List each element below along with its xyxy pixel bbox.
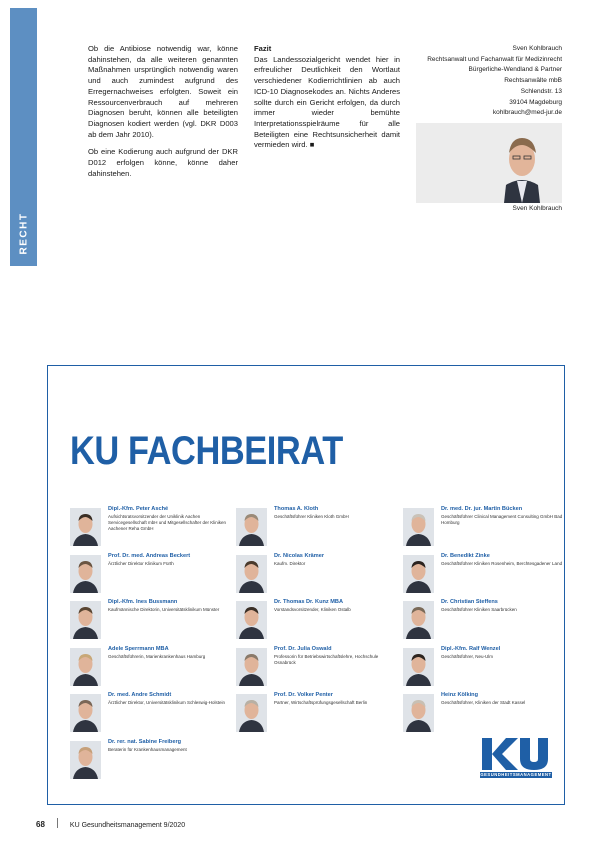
board-member bbox=[236, 646, 396, 690]
member-description: Geschäftsführer Kliniken Kloth GmbH bbox=[274, 514, 349, 519]
member-description: Geschäftsführer, Kliniken der Stadt Kassel bbox=[441, 700, 526, 705]
member-description: Partner, Wirtschaftsprüfungsgesellschaft Berlin bbox=[274, 700, 368, 705]
member-name: Dr. med. Dr. jur. Martin Bücken bbox=[441, 506, 523, 512]
member-name: Dr. Christian Steffens bbox=[441, 599, 498, 605]
member-description: Vorstandsvorsitzender, Kliniken Ostalb bbox=[274, 607, 351, 612]
member-description: Geschäftsführer, Neu-Ulm bbox=[441, 654, 494, 659]
author-photo-caption: Sven Kohlbrauch bbox=[512, 205, 562, 212]
author-firm: Bürgerliche-Wendland & Partner bbox=[468, 66, 562, 74]
board-member bbox=[403, 553, 563, 597]
paragraph: Ob eine Kodierung auch aufgrund der DKR D012 erfolgen könne, könne daher dahinstehen. bbox=[88, 147, 238, 178]
member-photo bbox=[236, 508, 267, 546]
member-description: Ärztlicher Direktor Klinikum Fürth bbox=[108, 561, 174, 566]
member-name: Heinz Kölking bbox=[441, 692, 478, 698]
author-name: Sven Kohlbrauch bbox=[512, 45, 562, 52]
author-photo bbox=[416, 123, 562, 203]
member-photo bbox=[403, 694, 434, 732]
member-name: Dipl.-Kfm. Ralf Wenzel bbox=[441, 646, 501, 652]
board-member bbox=[403, 646, 563, 690]
fachbeirat-ad bbox=[47, 365, 565, 805]
member-description: Geschäftsführer Clinical Management Consulting GmbH Bad Homburg bbox=[441, 514, 563, 526]
fazit-heading: Fazit bbox=[254, 44, 272, 53]
board-member bbox=[70, 646, 230, 690]
board-member bbox=[236, 692, 396, 736]
member-name: Thomas A. Kloth bbox=[274, 506, 319, 512]
member-photo bbox=[70, 694, 101, 732]
member-name: Adele Sperrmann MBA bbox=[108, 646, 169, 652]
board-member bbox=[236, 599, 396, 643]
section-tab bbox=[10, 8, 37, 266]
member-photo bbox=[236, 694, 267, 732]
member-name: Dr. rer. nat. Sabine Freiberg bbox=[108, 739, 182, 745]
author-title: Rechtsanwalt und Fachanwalt für Medizinrecht bbox=[427, 55, 562, 63]
page-number: 68 bbox=[36, 820, 45, 829]
magazine-issue: KU Gesundheitsmanagement 9/2020 bbox=[69, 822, 186, 829]
section-tab-label: RECHT bbox=[18, 212, 30, 255]
member-description: Aufsichtsratsvorsitzender der Uniklinik Aachen Servicegesellschaft mbH und Mitgesellschafter der Kliniken Aachener Reha GmbH bbox=[108, 514, 227, 532]
member-name: Dr. Nicolas Krämer bbox=[274, 553, 325, 559]
member-description: Geschäftsführer Kliniken Saarbrücken bbox=[441, 607, 517, 612]
member-name: Dipl.-Kfm. Peter Asché bbox=[108, 506, 169, 512]
member-photo bbox=[70, 601, 101, 639]
member-photo bbox=[403, 601, 434, 639]
board-member bbox=[236, 506, 396, 550]
member-description: Kaufm. Direktor bbox=[274, 561, 306, 566]
member-description: Ärztlicher Direktor, Universitätsklinikum Schleswig-Holstein bbox=[108, 700, 226, 705]
author-email[interactable]: kohlbrauch@med-jur.de bbox=[492, 109, 562, 117]
member-name: Prof. Dr. Volker Penter bbox=[274, 692, 333, 698]
article-column-2 bbox=[254, 44, 400, 158]
board-member bbox=[403, 692, 563, 736]
member-name: Dr. med. Andre Schmidt bbox=[108, 692, 172, 698]
author-contact bbox=[405, 44, 562, 119]
author-street: Schlendstr. 13 bbox=[520, 87, 562, 95]
ku-logo-bar: GESUNDHEITSMANAGEMENT bbox=[480, 772, 552, 777]
member-description: Geschäftsführer Kliniken Rosenheim, Berchtesgadener Land bbox=[441, 561, 563, 566]
footer-divider bbox=[57, 818, 58, 828]
member-description: Professorin für Betriebswirtschaftslehre, Hochschule Osnabrück bbox=[274, 654, 379, 666]
member-photo bbox=[403, 555, 434, 593]
page-footer bbox=[36, 818, 185, 829]
member-name: Dr. Benedikt Zinke bbox=[441, 553, 490, 559]
member-photo bbox=[70, 508, 101, 546]
board-member bbox=[70, 692, 230, 736]
board-member bbox=[236, 553, 396, 597]
member-description: Kaufmännische Direktorin, Universitätsklinikum Münster bbox=[108, 607, 220, 612]
member-name: Dr. Thomas Dr. Kunz MBA bbox=[274, 599, 343, 605]
paragraph: Ob die Antibiose notwendig war, könne dahinstehen, da alle weiteren genannten Maßnahmen ursprünglich notwendig waren und auch zumindest aufgrund des Erregernachweises erfolgten. Soweit ein Ressourcenverbrauch auf mehreren Diagnosen beruht, können alle beteiligten Diagnosen kodiert werden (vgl. DKR D003 ab dem Jahr 2010). bbox=[88, 44, 238, 139]
board-member bbox=[70, 506, 230, 550]
member-description: Beraterin für Krankenhausmanagement bbox=[108, 747, 187, 752]
member-description: Geschäftsführerin, Marienkrankenhaus Hamburg bbox=[108, 654, 206, 659]
member-photo bbox=[236, 601, 267, 639]
member-name: Dipl.-Kfm. Ines Bussmann bbox=[108, 599, 178, 605]
board-member bbox=[70, 599, 230, 643]
ku-logo bbox=[480, 737, 552, 778]
member-photo bbox=[236, 648, 267, 686]
member-name: Prof. Dr. Julia Oswald bbox=[274, 646, 332, 652]
author-city: 39104 Magdeburg bbox=[509, 98, 562, 106]
member-name: Prof. Dr. med. Andreas Beckert bbox=[108, 553, 191, 559]
board-member bbox=[403, 506, 563, 550]
board-member bbox=[70, 739, 230, 783]
fazit-text: Das Landessozialgericht wendet hier in erfreulicher Deutlichkeit den Wortlaut verschiedener Kodierrichtlinien ab auch ICD-10 Diagnosekodes an. Nichts Anderes sollte durch ein Gericht erfolgen, da durch immer wieder bemühte Interpretationsspielräume für alle Beteiligten eine Rechtsunsicherheit damit vermieden wird. ■ bbox=[254, 54, 400, 150]
ku-logo-mark bbox=[480, 737, 552, 771]
member-photo bbox=[70, 648, 101, 686]
member-photo bbox=[70, 555, 101, 593]
board-member bbox=[70, 553, 230, 597]
board-member bbox=[403, 599, 563, 643]
member-photo bbox=[403, 508, 434, 546]
ad-title: KU FACHBEIRAT bbox=[70, 429, 343, 473]
author-firm-type: Rechtsanwälte mbB bbox=[504, 77, 562, 85]
article-column-1 bbox=[88, 44, 238, 186]
member-photo bbox=[403, 648, 434, 686]
member-photo bbox=[70, 741, 101, 779]
member-photo bbox=[236, 555, 267, 593]
